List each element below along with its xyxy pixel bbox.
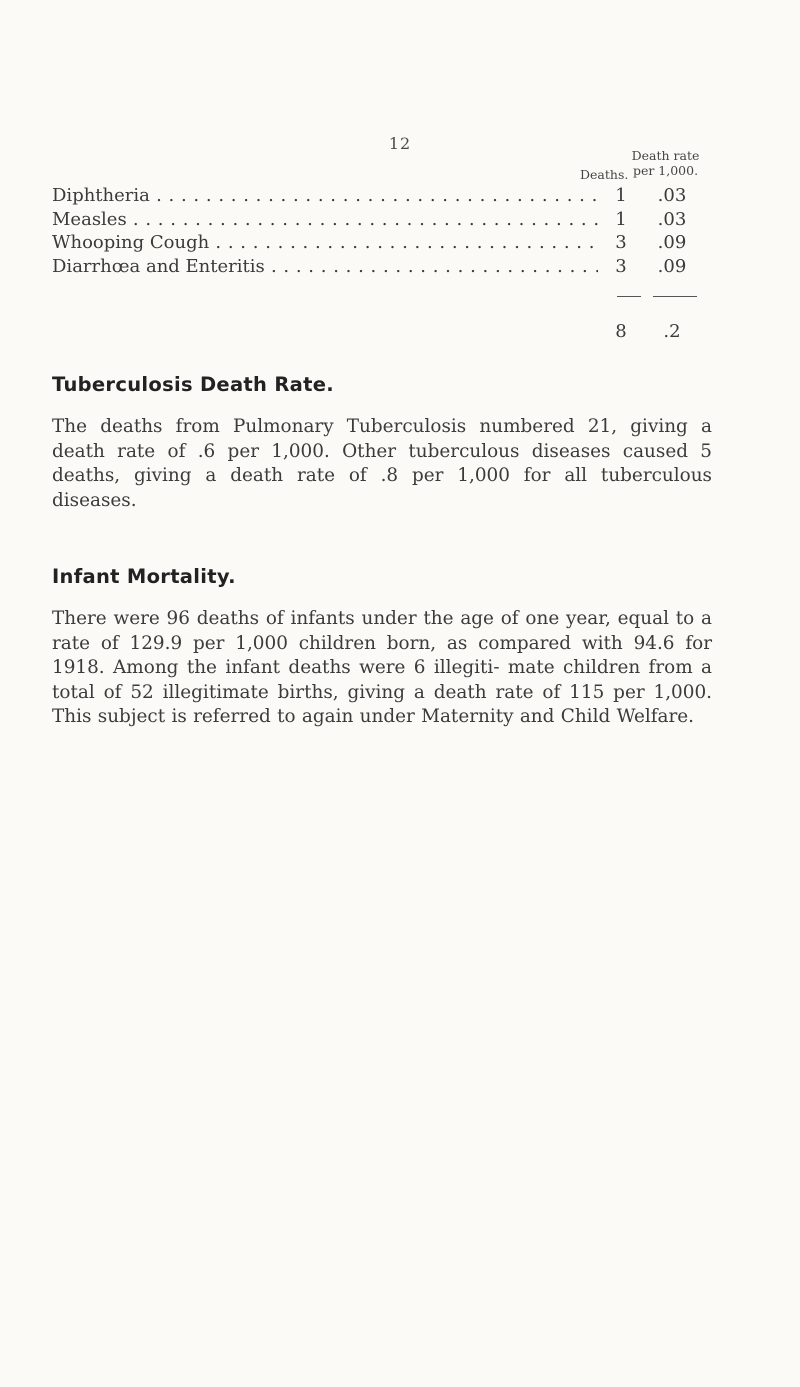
- rate-value: .03: [657, 185, 687, 206]
- deaths-column-header: Deaths.: [580, 167, 629, 182]
- total-rule-deaths: [617, 296, 641, 297]
- mortality-table: [52, 184, 712, 278]
- infant-mortality-heading: Infant Mortality.: [52, 565, 236, 588]
- rate-value: .09: [657, 255, 687, 277]
- page-number: 12: [388, 134, 412, 153]
- disease-name: Diphtheria . . .: [52, 184, 598, 208]
- rate-value: .09: [657, 232, 687, 253]
- table-row: [52, 208, 712, 232]
- table-row: [52, 184, 712, 208]
- total-rate: .2: [663, 321, 681, 342]
- table-row: [52, 255, 712, 279]
- rate-value: .03: [657, 208, 687, 230]
- disease-name: Measles . . .: [52, 208, 598, 232]
- rate-header-line1: Death rate: [631, 148, 700, 163]
- total-rule-rate: [653, 296, 697, 297]
- tuberculosis-heading: Tuberculosis Death Rate.: [52, 373, 334, 396]
- deaths-value: 3: [615, 232, 627, 253]
- deaths-value: 1: [615, 208, 627, 230]
- table-row: [52, 231, 712, 255]
- total-deaths: 8: [615, 321, 627, 342]
- infant-mortality-paragraph: There were 96 deaths of infants under the age of one year, equal to a rate of 129.9 per 1,000 children born, as compared with 94.6 for 1918. Among the infant deaths were 6 illegiti- mate children from a total of 52 illegitimate births, giving a death rate of 115 per 1,000. This subject is referred to again under Maternity and Child Welfare.: [52, 608, 712, 727]
- deaths-value: 3: [615, 255, 627, 277]
- rate-header-line2: per 1,000.: [632, 163, 699, 178]
- deaths-value: 1: [615, 185, 627, 206]
- tuberculosis-paragraph: The deaths from Pulmonary Tuberculosis numbered 21, giving a death rate of .6 per 1,000. Other tuberculous diseases caused 5 deaths, giving a death rate of .8 per 1,000 for all tuberculous diseases.: [52, 416, 712, 511]
- rate-column-header: [623, 148, 708, 178]
- disease-name: Diarrhœa and Enteritis . . .: [52, 255, 598, 279]
- disease-name: Whooping Cough . . .: [52, 231, 598, 255]
